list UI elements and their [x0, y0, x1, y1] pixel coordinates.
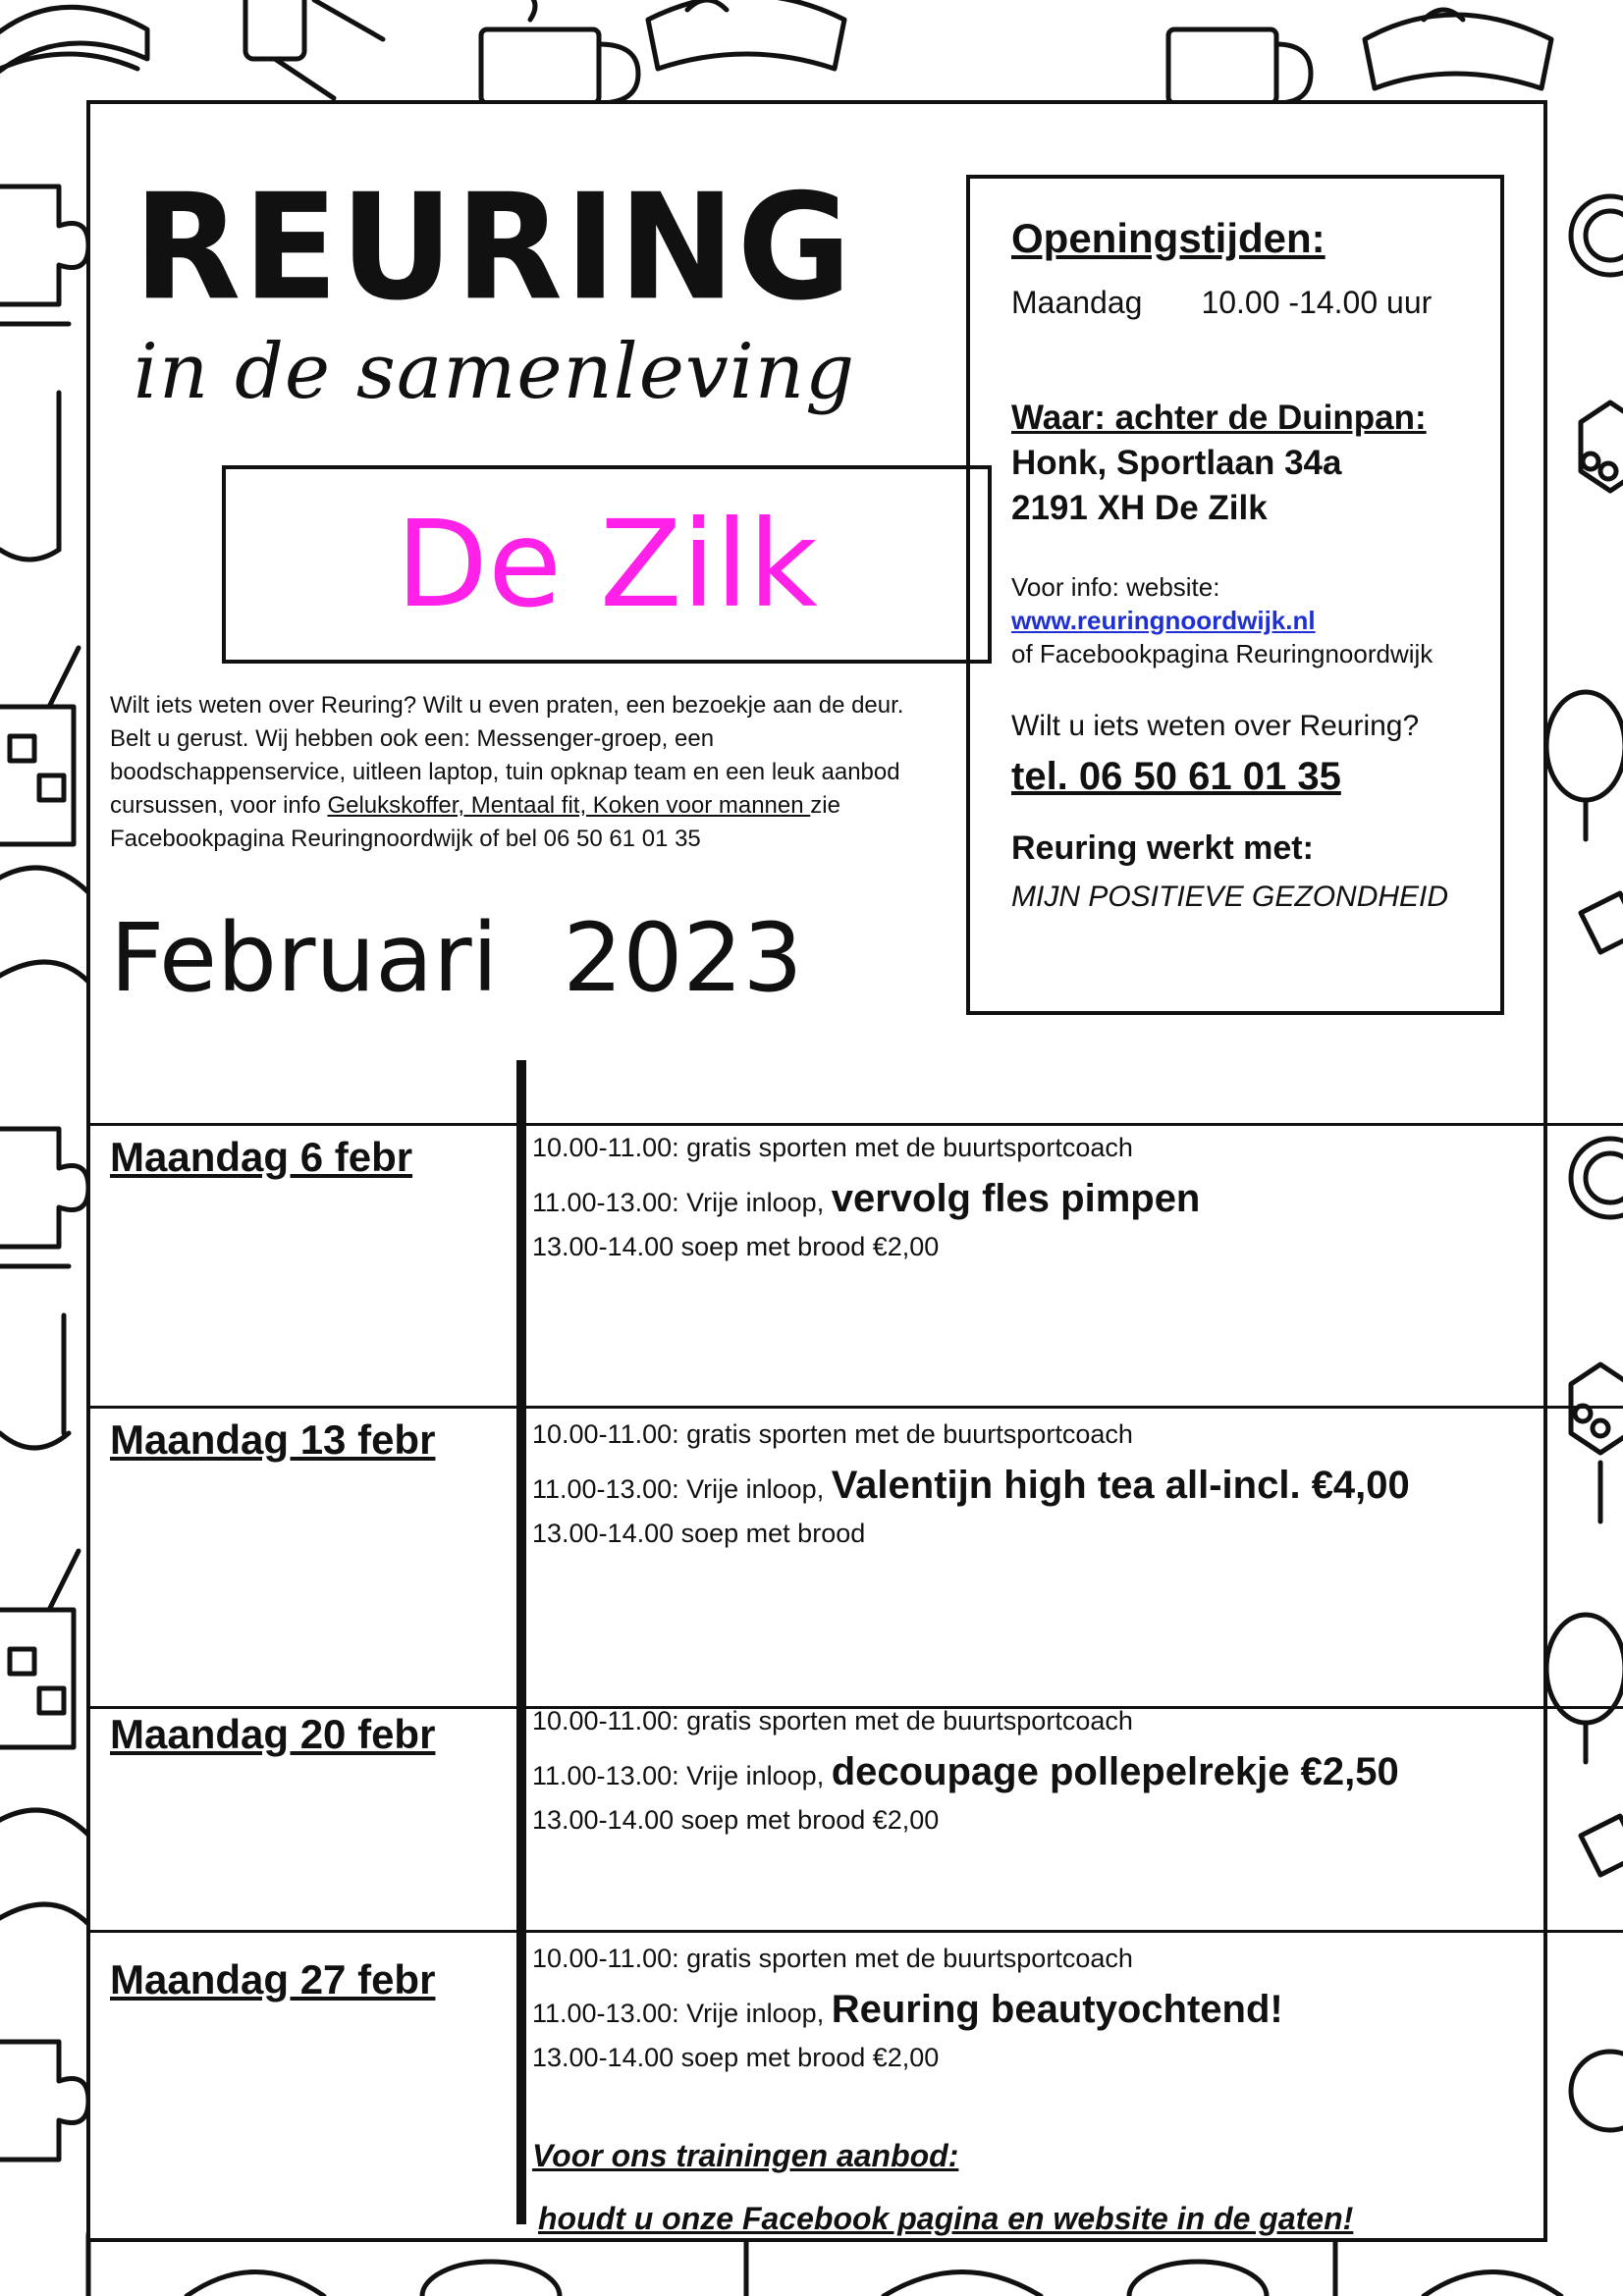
- activity-line: 13.00-14.00 soep met brood €2,00: [532, 1805, 940, 1835]
- pie-icon: [0, 1810, 98, 1924]
- tool-icon: [245, 0, 383, 98]
- location-name: De Zilk: [396, 495, 818, 634]
- pie-icon: [1365, 10, 1551, 88]
- where-heading: Waar: achter de Duinpan:: [1011, 399, 1427, 437]
- question-text: Wilt u iets weten over Reuring?: [1011, 710, 1420, 742]
- activity-prefix: 11.00-13.00: Vrije inloop,: [532, 1188, 832, 1217]
- works-with-text: MIJN POSITIEVE GEZONDHEID: [1011, 881, 1449, 913]
- month-year: 2023: [563, 903, 803, 1013]
- activity-prefix: 11.00-13.00: Vrije inloop,: [532, 1474, 832, 1504]
- website-link[interactable]: www.reuringnoordwijk.nl: [1011, 606, 1316, 635]
- intro-part1: Wilt iets weten over Reuring? Wilt u even praten, een bezoekje aan de deur. Belt u gerust. Wij hebben ook een: Messenger-groep, een boodschappenservice, uitleen laptop, tuin opknap team en een leuk aanbod cursussen, voor info: [110, 692, 904, 819]
- intro-underlined: Gelukskoffer, Mentaal fit, Koken voor mannen: [327, 792, 811, 819]
- intro-part2: zie Facebookpagina Reuringnoordwijk of bel 06 50 61 01 35: [110, 792, 840, 852]
- activity-highlight: Reuring beautyochtend!: [831, 1988, 1283, 2031]
- intro-text: [110, 689, 925, 856]
- address-line1: Honk, Sportlaan 34a: [1011, 444, 1342, 482]
- logo-subtitle: in de samenleving: [134, 328, 856, 416]
- day-label: Maandag 27 febr: [110, 1956, 436, 2002]
- activity-line: 13.00-14.00 soep met brood €2,00: [532, 2043, 940, 2072]
- info-box: [966, 175, 1504, 1015]
- cup-icon: [1168, 29, 1311, 103]
- opening-day: Maandag: [1011, 285, 1143, 320]
- ladle-icon: [0, 393, 59, 560]
- activity-prefix: 11.00-13.00: Vrije inloop,: [532, 1761, 832, 1790]
- activity-line: [532, 1990, 1534, 2029]
- info-label: Voor info: website:: [1011, 572, 1220, 602]
- activity-line: 10.00-11.00: gratis sporten met de buurtsportcoach: [532, 1706, 1133, 1735]
- month-name: Februari: [110, 903, 499, 1013]
- address: [1011, 441, 1500, 531]
- facebook-text: of Facebookpagina Reuringnoordwijk: [1011, 639, 1434, 668]
- opening-hours-row: [1011, 287, 1500, 318]
- phone-number[interactable]: tel. 06 50 61 01 35: [1011, 755, 1341, 798]
- logo-title: REURING: [134, 162, 854, 334]
- month-heading: [110, 903, 803, 1013]
- day-activities: [532, 1946, 1534, 2071]
- row-divider: [90, 1123, 1623, 1126]
- pie-icon: [884, 2272, 1041, 2296]
- sign-icon: [1581, 893, 1623, 952]
- activity-line: 13.00-14.00 soep met brood: [532, 1519, 866, 1548]
- row-divider: [90, 1406, 1623, 1409]
- pan-icon: [422, 2262, 560, 2296]
- opening-hours: 10.00 -14.00 uur: [1201, 285, 1433, 320]
- activity-highlight: Valentijn high tea all-incl. €4,00: [831, 1464, 1410, 1507]
- drink-icon: [0, 1551, 79, 1747]
- footer-line1: Voor ons trainingen aanbod:: [532, 2138, 959, 2173]
- octagon-icon: [1581, 402, 1623, 491]
- puzzle-icon: [0, 1129, 88, 1266]
- activity-line: [532, 1466, 1534, 1505]
- activity-highlight: vervolg fles pimpen: [831, 1177, 1201, 1220]
- activity-line: [532, 1179, 1534, 1218]
- activity-line: 13.00-14.00 soep met brood €2,00: [532, 1232, 940, 1261]
- puzzle-icon: [0, 187, 88, 324]
- address-line2: 2191 XH De Zilk: [1011, 489, 1268, 527]
- activity-line: [532, 1752, 1534, 1791]
- pie-icon: [1424, 2272, 1561, 2296]
- cup-icon: [481, 0, 638, 103]
- day-label: Maandag 6 febr: [110, 1134, 413, 1180]
- pan-icon: [1571, 196, 1623, 275]
- pie-icon: [648, 0, 844, 69]
- day-label: Maandag 13 febr: [110, 1416, 436, 1463]
- pan-icon: [1571, 1139, 1623, 1217]
- drink-icon: [0, 648, 79, 844]
- pan-icon: [1129, 2262, 1267, 2296]
- day-label: Maandag 20 febr: [110, 1711, 436, 1757]
- opening-hours-heading: Openingstijden:: [1011, 215, 1325, 261]
- pie-icon: [0, 7, 147, 79]
- footer-line2: houdt u onze Facebook pagina en website in de gaten!: [538, 2201, 1354, 2236]
- activity-line: 10.00-11.00: gratis sporten met de buurtsportcoach: [532, 1133, 1133, 1162]
- ladle-icon: [0, 1315, 69, 1448]
- row-divider: [90, 1930, 1623, 1933]
- location-box: [222, 465, 992, 664]
- day-activities: [532, 1708, 1534, 1834]
- balloon-icon: [1546, 692, 1623, 839]
- day-activities: [532, 1135, 1534, 1260]
- puzzle-icon: [0, 2042, 88, 2160]
- balloon-icon: [1546, 1615, 1623, 1762]
- pie-icon: [187, 2272, 324, 2296]
- activity-line: 10.00-11.00: gratis sporten met de buurtsportcoach: [532, 1419, 1133, 1449]
- octagon-icon: [1571, 1364, 1623, 1522]
- activity-highlight: decoupage pollepelrekje €2,50: [831, 1750, 1399, 1793]
- pie-icon: [0, 868, 98, 982]
- day-activities: [532, 1421, 1534, 1547]
- activity-prefix: 11.00-13.00: Vrije inloop,: [532, 1999, 832, 2028]
- sign-icon: [1581, 1816, 1623, 1875]
- pan-icon: [1571, 2052, 1623, 2130]
- column-divider: [516, 1060, 526, 2224]
- activity-line: 10.00-11.00: gratis sporten met de buurtsportcoach: [532, 1944, 1133, 1973]
- works-with-label: Reuring werkt met:: [1011, 829, 1314, 867]
